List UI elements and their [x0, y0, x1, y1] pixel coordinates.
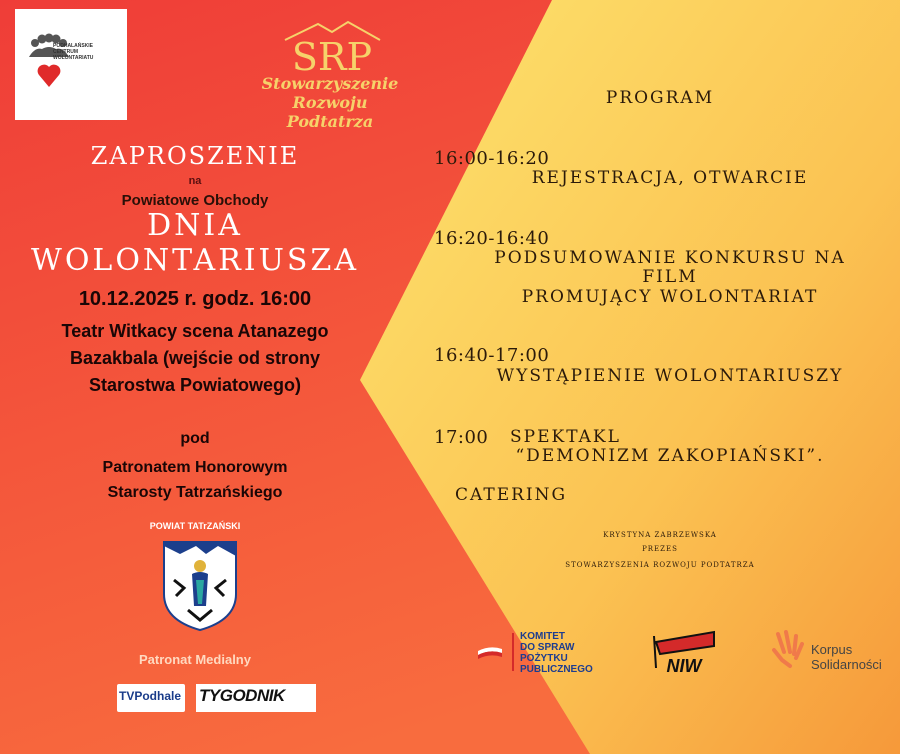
kpp-divider	[512, 633, 514, 671]
media-patronage: Patronat Medialny	[139, 652, 251, 667]
program-time: 16:40-17:00	[434, 345, 550, 366]
honorary-patronage: Patronatem Honorowym Starosty Tatrzańskiego	[102, 459, 288, 501]
program-item: PROMUJĄCY WOLONTARIAT	[521, 287, 819, 307]
niw-logo	[652, 628, 718, 676]
program-catering: CATERING	[455, 485, 568, 505]
srp-logo-mark	[270, 18, 395, 78]
invitation-obchody: Powiatowe Obchody	[121, 192, 269, 209]
program-item: FILM	[642, 267, 698, 287]
svg-text:SRP: SRP	[291, 35, 373, 78]
pcw-logo-text: PODHALAŃSKIE CENTRUM WOLONTARIATU	[53, 43, 94, 61]
program-item: WYSTĄPIENIE WOLONTARIUSZY	[496, 366, 844, 386]
korpus-logo-text: Korpus Solidarności	[811, 642, 882, 672]
pcw-logo	[15, 9, 127, 120]
invitation-na: na	[188, 175, 202, 187]
patronage-pod: pod	[180, 430, 210, 447]
program-time: 17:00	[434, 427, 489, 448]
invitation-wolontariusza: WOLONTARIUSZA	[30, 243, 359, 278]
signature-org: STOWARZYSZENIA ROZWOJU PODTATRZA	[565, 561, 755, 569]
invitation-dnia: DNIA	[147, 208, 243, 243]
program-item: SPEKTAKL	[510, 427, 621, 447]
program-item: PODSUMOWANIE KONKURSU NA	[494, 248, 846, 268]
srp-name: Stowarzyszenie Rozwoju Podtatrza	[261, 74, 399, 131]
korpus-hand-icon	[768, 630, 804, 670]
program-time: 16:20-16:40	[434, 228, 550, 249]
tygodnik-logo-text: TYGODNIK	[199, 686, 285, 705]
kpp-logo-text: KOMITET DO SPRAW POŻYTKU PUBLICZNEGO	[520, 631, 593, 675]
svg-text:NIW: NIW	[666, 656, 702, 676]
event-date: 10.12.2025 r. godz. 16:00	[78, 288, 312, 310]
program-time: 16:00-16:20	[434, 148, 550, 169]
invitation-title: ZAPROSZENIE	[90, 142, 300, 170]
signature-name: KRYSTYNA ZABRZEWSKA	[603, 531, 717, 539]
pcw-people-heart-icon	[15, 9, 127, 120]
polish-flag-icon	[478, 645, 502, 659]
powiat-label: POWIAT TATrZAŃSKI	[149, 521, 241, 531]
program-heading: PROGRAM	[605, 88, 715, 108]
program-item: REJESTRACJA, OTWARCIE	[531, 168, 809, 188]
signature-role: PREZES	[642, 545, 678, 553]
tvpodhale-logo-text: TVPodhale	[119, 689, 182, 703]
event-venue: Teatr Witkacy scena Atanazego Bazakbala (wejście od strony Starostwa Powiatowego)	[61, 321, 329, 395]
powiat-crest-icon	[162, 540, 238, 632]
program-item: “DEMONIZM ZAKOPIAŃSKI”.	[515, 446, 825, 466]
